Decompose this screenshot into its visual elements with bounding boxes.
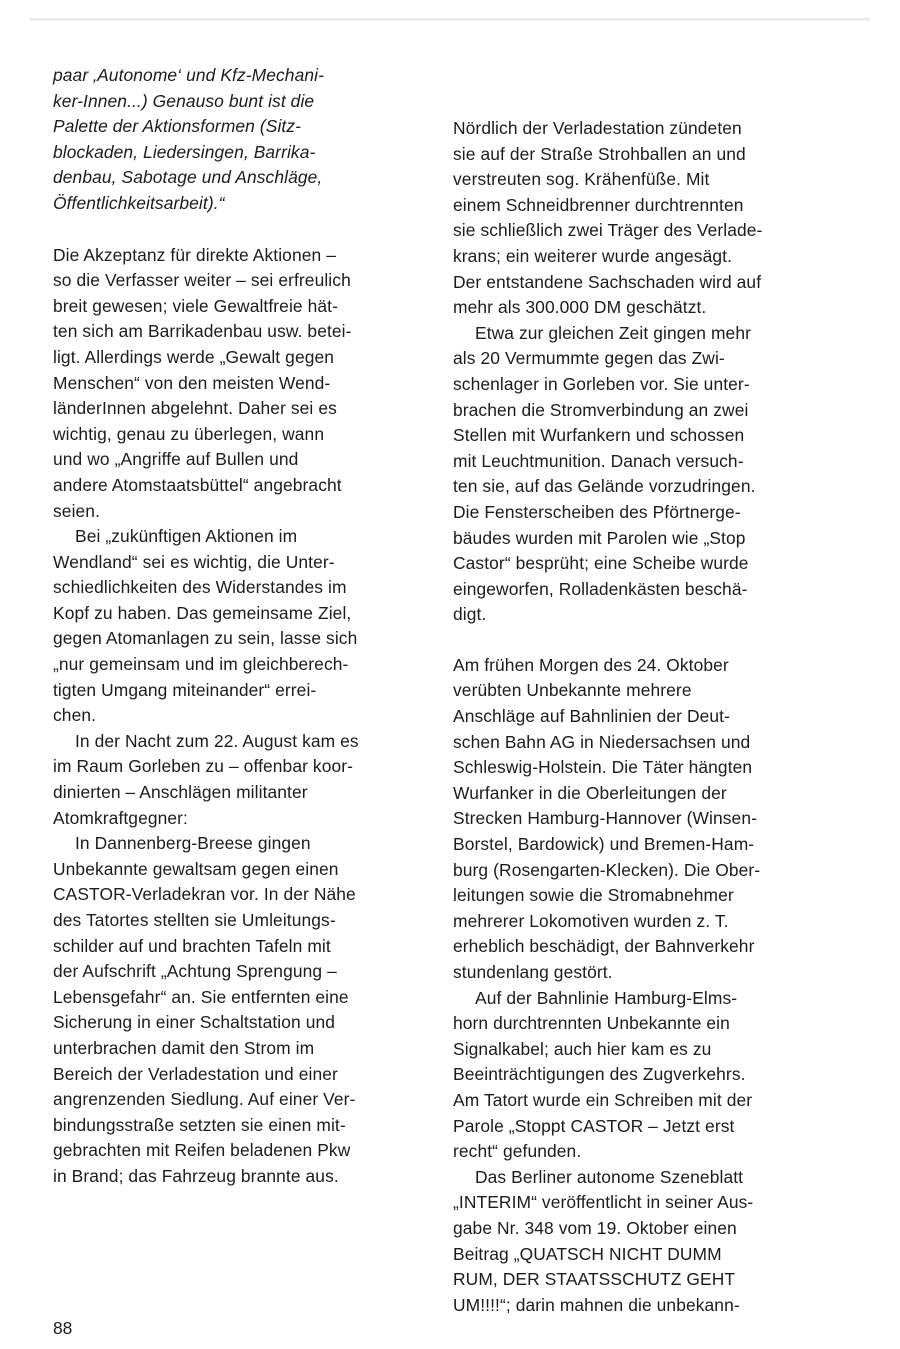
text-line: In Dannenberg-Breese gingen: [75, 833, 311, 854]
paragraph-hamburg-elmshorn: [453, 986, 833, 1165]
paragraph-zukuenftige-aktionen: [53, 524, 433, 729]
text-line: horn durchtrennten Unbekannte ein: [453, 1013, 730, 1034]
text-line: sie auf der Straße Strohballen an und: [453, 143, 746, 164]
text-line: andere Atomstaatsbüttel“ angebracht: [53, 474, 342, 495]
text-line: bäudes wurden mit Parolen wie „Stop: [453, 527, 746, 548]
text-line: CASTOR-Verladekran vor. In der Nähe: [53, 884, 356, 905]
text-line: einem Schneidbrenner durchtrennten: [453, 194, 744, 215]
text-line: Die Akzeptanz für direkte Aktionen –: [53, 244, 336, 265]
text-line: Atomkraftgegner:: [53, 807, 188, 828]
text-line: blockaden, Liedersingen, Barrika-: [53, 141, 316, 162]
text-line: Der entstandene Sachschaden wird auf: [453, 271, 762, 292]
text-line: schenlager in Gorleben vor. Sie unter-: [453, 373, 750, 394]
page-number: 88: [53, 1318, 73, 1338]
text-line: „nur gemeinsam und im gleichberech-: [53, 654, 349, 675]
text-line: paar ‚Autonome‘ und Kfz-Mechani-: [53, 65, 324, 85]
text-line: ten sich am Barrikadenbau usw. betei-: [53, 321, 352, 342]
text-line: krans; ein weiterer wurde angesägt.: [453, 245, 732, 266]
text-line: Auf der Bahnlinie Hamburg-Elms-: [475, 987, 738, 1008]
text-line: im Raum Gorleben zu – offenbar koor-: [53, 756, 354, 777]
text-line: eingeworfen, Rolladenkästen beschä-: [453, 578, 748, 599]
text-line: erheblich beschädigt, der Bahnverkehr: [453, 936, 755, 957]
text-line: bindungsstraße setzten sie einen mit-: [53, 1114, 346, 1135]
text-line: Castor“ besprüht; eine Scheibe wurde: [453, 553, 749, 574]
text-line: stundenlang gestört.: [453, 962, 613, 982]
text-line: in Brand; das Fahrzeug brannte aus.: [53, 1165, 339, 1186]
paragraph-verladestation: [453, 116, 833, 321]
text-line: Die Fensterscheiben des Pförtnerge-: [453, 501, 741, 522]
text-line: Signalkabel; auch hier kam es zu: [453, 1038, 712, 1059]
text-line: Am Tatort wurde ein Schreiben mit der: [453, 1089, 753, 1110]
text-line: Stellen mit Wurfankern und schossen: [453, 425, 745, 446]
text-line: Strecken Hamburg-Hannover (Winsen-: [453, 808, 757, 829]
text-line: Bereich der Verladestation und einer: [53, 1063, 338, 1084]
text-line: mit Leuchtmunition. Danach versuch-: [453, 450, 744, 471]
text-line: Unbekannte gewaltsam gegen einen: [53, 858, 339, 879]
text-line: schen Bahn AG in Niedersachsen und: [453, 731, 751, 752]
text-line: gabe Nr. 348 vom 19. Oktober einen: [453, 1217, 737, 1238]
text-line: In der Nacht zum 22. August kam es: [75, 730, 359, 751]
text-line: schilder auf und brachten Tafeln mit: [53, 935, 331, 956]
paragraph-akzeptanz: [53, 243, 433, 525]
text-line: als 20 Vermummte gegen das Zwi-: [453, 348, 725, 369]
text-line: Das Berliner autonome Szeneblatt: [475, 1166, 744, 1187]
text-line: ten sie, auf das Gelände vorzudringen.: [453, 476, 756, 497]
text-line: mehrerer Lokomotiven wurden z. T.: [453, 910, 729, 931]
text-line: schiedlichkeiten des Widerstandes im: [53, 577, 347, 598]
text-line: Öffentlichkeitsarbeit).“: [53, 192, 225, 213]
text-line: Sicherung in einer Schaltstation und: [53, 1012, 336, 1033]
text-line: länderInnen abgelehnt. Daher sei es: [53, 398, 337, 419]
paragraph-24-oktober: [453, 653, 833, 986]
left-column: [53, 63, 433, 1190]
text-line: Palette der Aktionsformen (Sitz-: [53, 116, 302, 137]
text-line: chen.: [53, 705, 97, 726]
text-line: Parole „Stoppt CASTOR – Jetzt erst: [453, 1115, 735, 1136]
text-line: der Aufschrift „Achtung Sprengung –: [53, 961, 337, 982]
paragraph-gap: [53, 217, 433, 243]
text-line: wichtig, genau zu überlegen, wann: [53, 423, 325, 444]
text-line: RUM, DER STAATSSCHUTZ GEHT: [453, 1269, 736, 1290]
text-line: unterbrachen damit den Strom im: [53, 1037, 315, 1058]
text-line: Wendland“ sei es wichtig, die Unter-: [53, 551, 335, 572]
text-line: verstreuten sog. Krähenfüße. Mit: [453, 169, 710, 190]
text-line: Etwa zur gleichen Zeit gingen mehr: [475, 322, 751, 343]
text-line: burg (Rosengarten-Klecken). Die Ober-: [453, 859, 761, 880]
text-line: verübten Unbekannte mehrere: [453, 680, 692, 701]
text-line: Am frühen Morgen des 24. Oktober: [453, 654, 729, 675]
paragraph-interim: [453, 1165, 833, 1319]
text-line: so die Verfasser weiter – sei erfreulich: [53, 270, 351, 291]
paragraph-gap: [453, 628, 833, 653]
quote-paragraph: [53, 63, 433, 217]
paragraph-dannenberg-breese: [53, 831, 433, 1189]
text-line: sie schließlich zwei Träger des Verlade-: [453, 220, 763, 241]
text-line: seien.: [53, 500, 101, 521]
text-line: angrenzenden Siedlung. Auf einer Ver-: [53, 1089, 356, 1110]
text-line: dinierten – Anschlägen militanter: [53, 782, 308, 803]
text-line: UM!!!!“; darin mahnen die unbekann-: [453, 1294, 740, 1315]
right-column: [453, 116, 833, 1318]
text-line: denbau, Sabotage und Anschläge,: [53, 167, 323, 188]
text-line: Bei „zukünftigen Aktionen im: [75, 526, 298, 547]
page-top-rule: [30, 18, 870, 21]
text-line: Schleswig-Holstein. Die Täter hängten: [453, 757, 753, 778]
paragraph-zwischenlager: [453, 321, 833, 628]
text-line: Anschläge auf Bahnlinien der Deut-: [453, 706, 730, 727]
text-line: Lebensgefahr“ an. Sie entfernten eine: [53, 986, 349, 1007]
text-line: „INTERIM“ veröffentlicht in seiner Aus-: [453, 1192, 754, 1213]
text-line: ker-Innen...) Genauso bunt ist die: [53, 90, 315, 111]
text-line: gegen Atomanlagen zu sein, lasse sich: [53, 628, 358, 649]
text-line: breit gewesen; viele Gewaltfreie hät-: [53, 295, 338, 316]
text-line: digt.: [453, 604, 487, 625]
text-line: gebrachten mit Reifen beladenen Pkw: [53, 1140, 351, 1161]
text-line: Borstel, Bardowick) und Bremen-Ham-: [453, 834, 755, 855]
text-line: recht“ gefunden.: [453, 1141, 582, 1162]
text-line: Wurfanker in die Oberleitungen der: [453, 782, 727, 803]
text-line: brachen die Stromverbindung an zwei: [453, 399, 749, 420]
text-line: Kopf zu haben. Das gemeinsame Ziel,: [53, 602, 352, 623]
text-line: des Tatortes stellten sie Umleitungs-: [53, 910, 336, 930]
text-line: Nördlich der Verladestation zündeten: [453, 118, 742, 138]
text-line: tigten Umgang miteinander“ errei-: [53, 679, 317, 700]
paragraph-nacht-22-august: [53, 729, 433, 831]
text-line: ligt. Allerdings werde „Gewalt gegen: [53, 346, 335, 367]
text-line: Beeinträchtigungen des Zugverkehrs.: [453, 1064, 746, 1085]
text-line: mehr als 300.000 DM geschätzt.: [453, 297, 707, 318]
text-line: Menschen“ von den meisten Wend-: [53, 372, 331, 393]
text-line: leitungen sowie die Stromabnehmer: [453, 885, 734, 906]
text-line: und wo „Angriffe auf Bullen und: [53, 449, 299, 470]
text-line: Beitrag „QUATSCH NICHT DUMM: [453, 1243, 722, 1264]
